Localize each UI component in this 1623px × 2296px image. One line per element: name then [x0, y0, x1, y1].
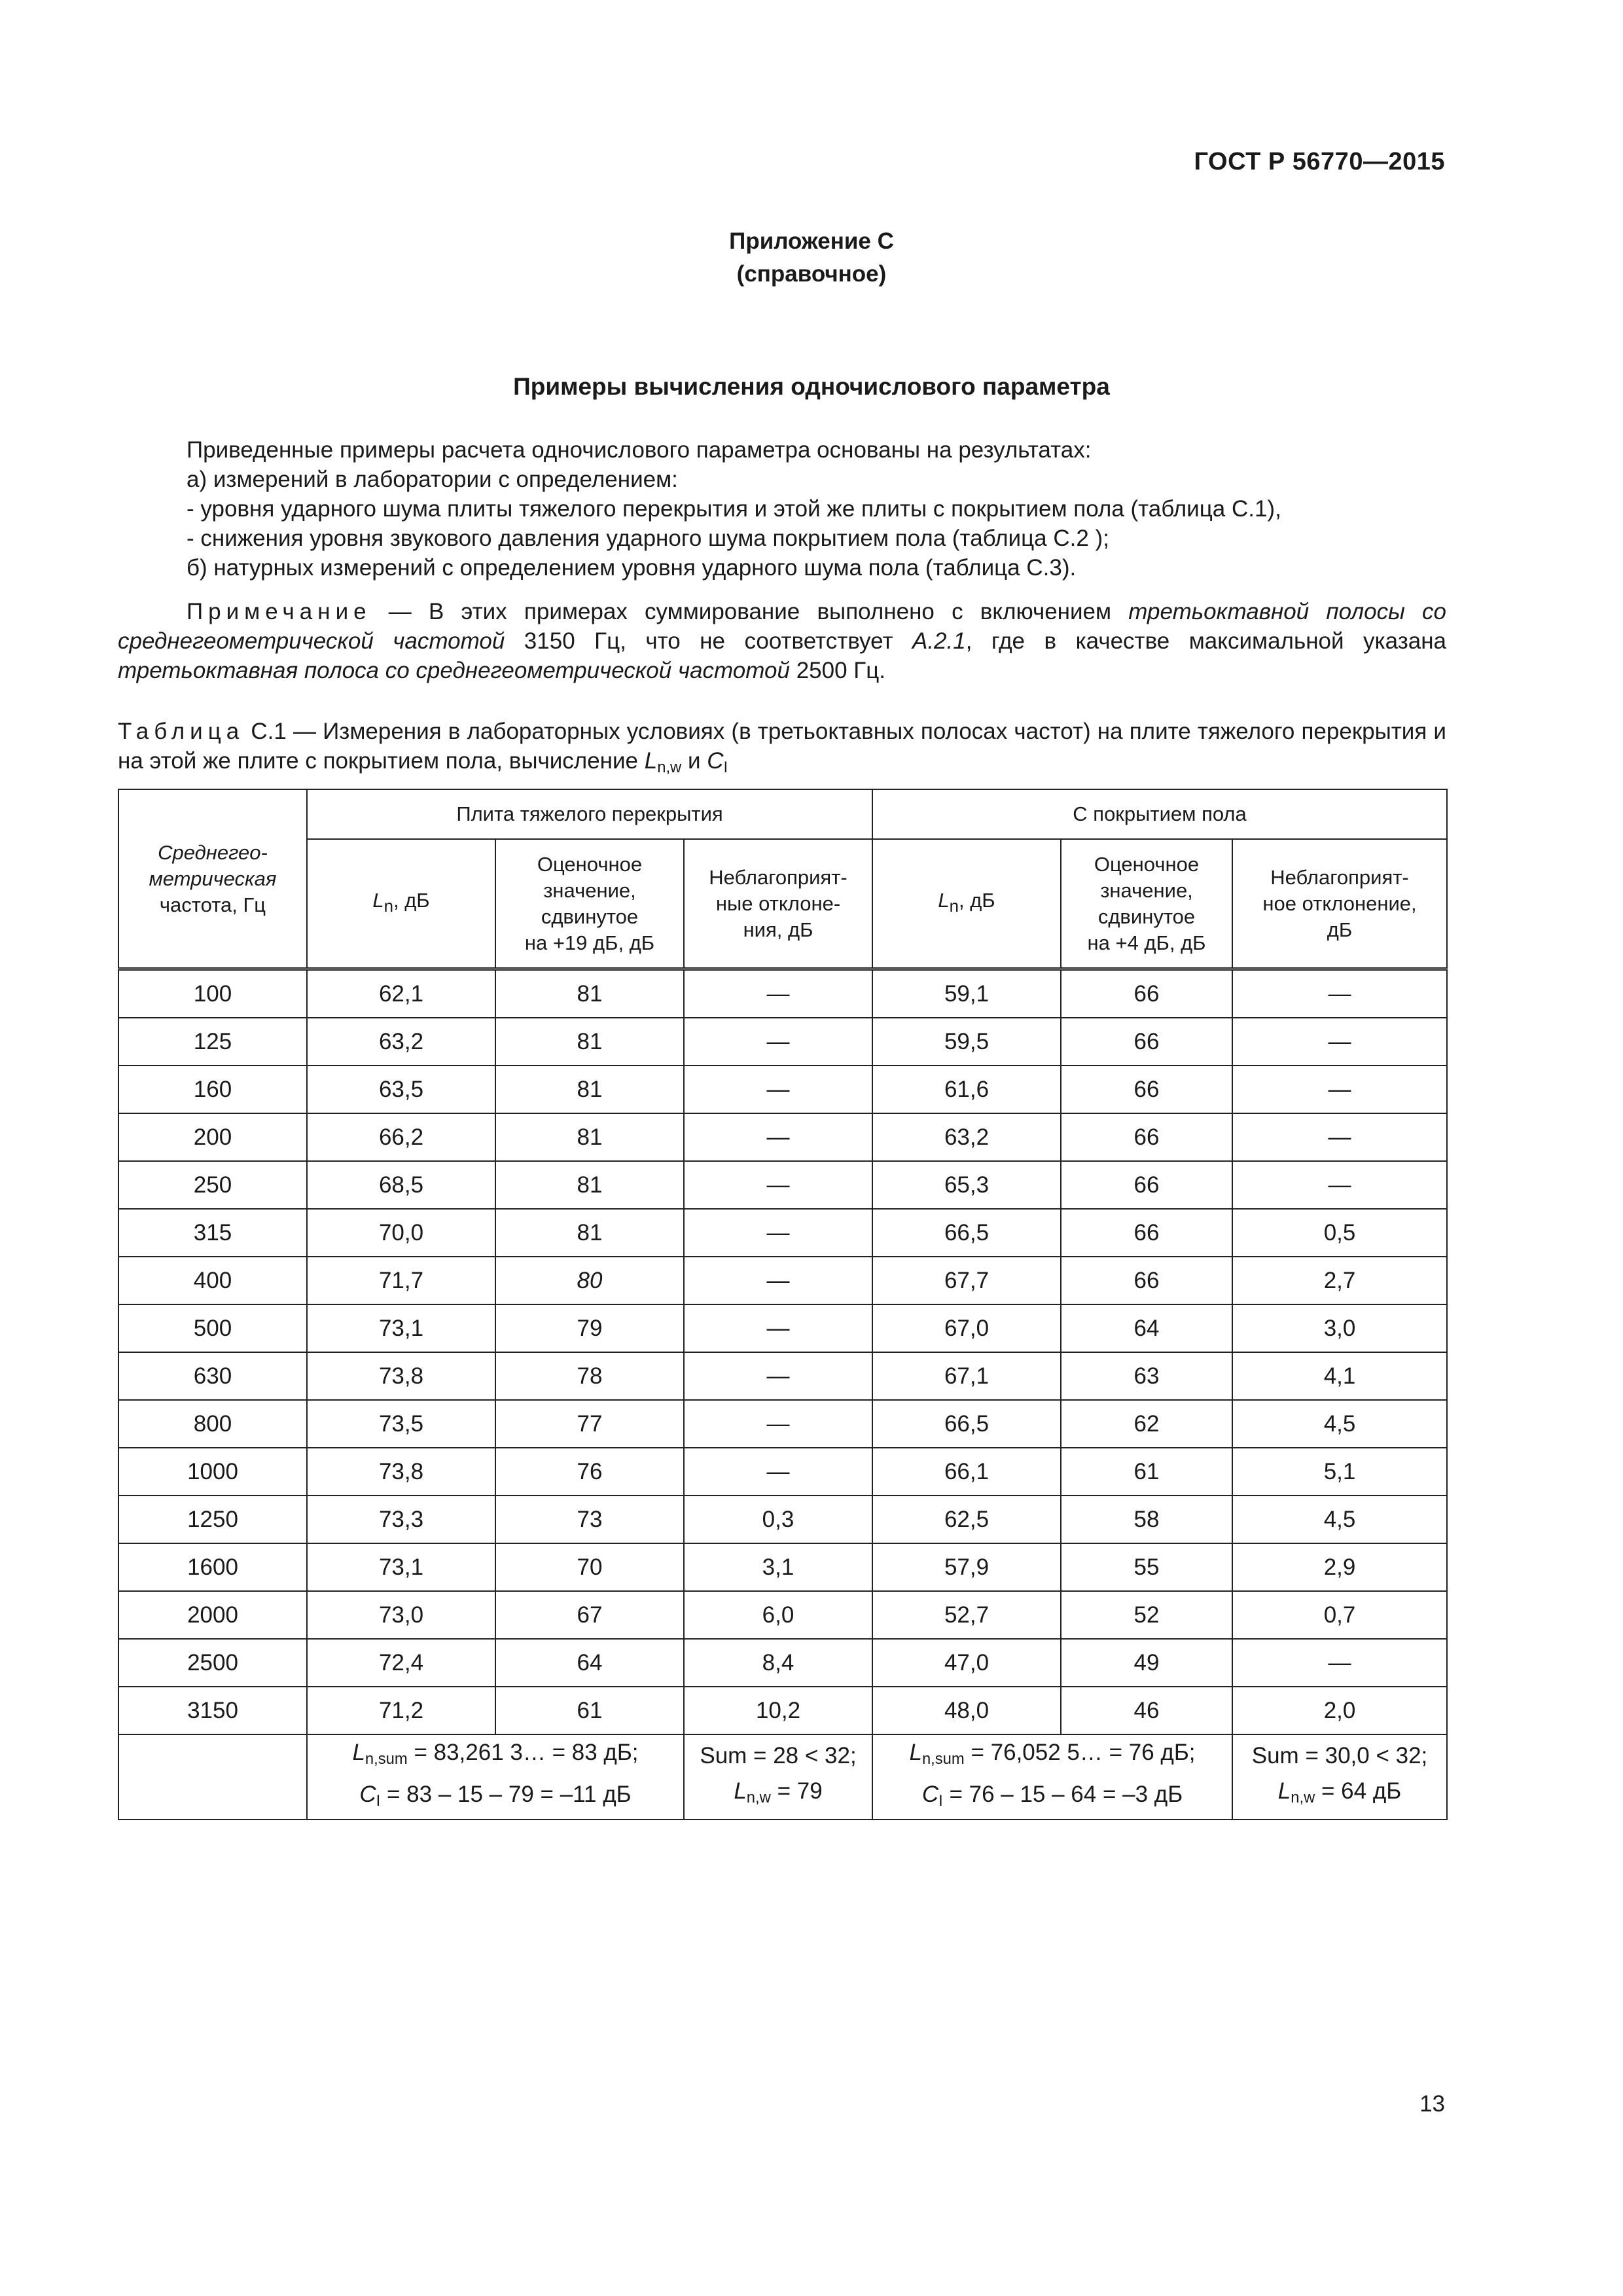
header-line: Оценочное: [1094, 852, 1200, 876]
summary-covering-deviation: [1232, 1734, 1447, 1820]
document-code: ГОСТ Р 56770—2015: [1194, 148, 1445, 175]
table-row: [118, 1113, 1447, 1161]
header-line: на +4 дБ, дБ: [1087, 931, 1206, 954]
cell-frequency: 2000: [118, 1591, 307, 1639]
header-line: сдвинутое: [541, 905, 639, 928]
cell-ln-slab: 63,5: [307, 1066, 495, 1113]
table-row: [118, 1209, 1447, 1257]
intro-item: б) натурных измерений с определением уровня ударного шума пола (таблица С.3).: [187, 555, 1077, 581]
header-line: ные отклоне-: [715, 891, 841, 915]
cell-ln-slab: 73,3: [307, 1496, 495, 1543]
intro-item: - снижения уровня звукового давления ударного шума покрытием пола (таблица С.2 );: [187, 526, 1109, 551]
header-line: дБ: [1327, 918, 1353, 941]
cell-deviation-covering: 0,7: [1232, 1591, 1447, 1639]
table-row: [118, 969, 1447, 1018]
cell-shifted-slab: 70: [495, 1543, 684, 1591]
table-row: [118, 1591, 1447, 1639]
cell-frequency: 1600: [118, 1543, 307, 1591]
cell-shifted-slab: 77: [495, 1400, 684, 1448]
summary-slab-deviation: [684, 1734, 872, 1820]
table-row: [118, 1400, 1447, 1448]
sum-symbol: L: [909, 1740, 922, 1765]
cell-shifted-covering: 55: [1061, 1543, 1232, 1591]
header-frequency-line: частота, Гц: [159, 893, 266, 916]
header-line: Неблагоприят-: [1270, 865, 1409, 889]
cell-shifted-slab: 67: [495, 1591, 684, 1639]
cell-deviation-covering: 4,1: [1232, 1352, 1447, 1400]
cell-frequency: 500: [118, 1304, 307, 1352]
header-shifted-covering: [1061, 839, 1232, 969]
header-line: на +19 дБ, дБ: [524, 931, 655, 954]
cell-frequency: 400: [118, 1257, 307, 1304]
note-reference: А.2.1: [912, 628, 966, 654]
cell-deviation-slab: 6,0: [684, 1591, 872, 1639]
caption-symbol: L: [644, 748, 658, 774]
cell-shifted-covering: 58: [1061, 1496, 1232, 1543]
cell-ln-covering: 52,7: [872, 1591, 1061, 1639]
cell-deviation-covering: —: [1232, 1018, 1447, 1066]
cell-deviation-covering: —: [1232, 1066, 1447, 1113]
sum-subscript: I: [938, 1791, 943, 1810]
cell-shifted-slab: 81: [495, 1113, 684, 1161]
summary-covering-totals: [872, 1734, 1232, 1820]
caption-subscript: n,w: [657, 758, 682, 776]
sum-symbol: L: [734, 1778, 747, 1804]
cell-deviation-covering: 5,1: [1232, 1448, 1447, 1496]
cell-deviation-slab: 0,3: [684, 1496, 872, 1543]
cell-shifted-slab: 78: [495, 1352, 684, 1400]
cell-ln-covering: 67,1: [872, 1352, 1061, 1400]
cell-deviation-covering: 2,9: [1232, 1543, 1447, 1591]
header-ln-covering: [872, 839, 1061, 969]
cell-shifted-slab: 81: [495, 1161, 684, 1209]
cell-deviation-slab: —: [684, 1257, 872, 1304]
summary-empty-cell: [118, 1734, 307, 1820]
cell-ln-covering: 63,2: [872, 1113, 1061, 1161]
summary-line: [308, 1777, 683, 1819]
sum-subscript: n,sum: [365, 1749, 408, 1768]
cell-shifted-covering: 49: [1061, 1639, 1232, 1687]
cell-shifted-slab: 76: [495, 1448, 684, 1496]
summary-line: [1233, 1774, 1446, 1816]
cell-ln-slab: 71,2: [307, 1687, 495, 1734]
note-label: Примечание: [187, 599, 372, 624]
table-row: [118, 1161, 1447, 1209]
cell-shifted-covering: 66: [1061, 1066, 1232, 1113]
cell-frequency: 200: [118, 1113, 307, 1161]
header-line: значение,: [543, 878, 636, 902]
cell-shifted-covering: 46: [1061, 1687, 1232, 1734]
cell-shifted-slab: 80: [495, 1257, 684, 1304]
cell-frequency: 125: [118, 1018, 307, 1066]
cell-frequency: 250: [118, 1161, 307, 1209]
sum-symbol: L: [352, 1740, 365, 1765]
header-line: ное отклонение,: [1262, 891, 1417, 915]
cell-shifted-slab: 61: [495, 1687, 684, 1734]
sum-subscript: n,w: [746, 1788, 771, 1806]
cell-ln-covering: 59,5: [872, 1018, 1061, 1066]
cell-ln-slab: 73,1: [307, 1543, 495, 1591]
sum-value: = 83,261 3… = 83 дБ;: [407, 1740, 639, 1765]
cell-shifted-covering: 66: [1061, 1257, 1232, 1304]
caption-conjunction: и: [681, 748, 707, 774]
cell-ln-covering: 65,3: [872, 1161, 1061, 1209]
summary-line: [308, 1735, 683, 1777]
cell-shifted-covering: 66: [1061, 1161, 1232, 1209]
measurements-table: [118, 789, 1448, 1820]
cell-deviation-slab: —: [684, 1018, 872, 1066]
summary-line: Sum = 28 < 32;: [700, 1742, 857, 1768]
cell-frequency: 315: [118, 1209, 307, 1257]
caption-subscript: I: [723, 758, 728, 776]
page-number: 13: [1419, 2091, 1445, 2117]
header-line: Неблагоприят-: [709, 865, 847, 889]
sum-value: = 76,052 5… = 76 дБ;: [964, 1740, 1196, 1765]
cell-frequency: 160: [118, 1066, 307, 1113]
ln-symbol: L: [372, 888, 384, 912]
table-row: [118, 1352, 1447, 1400]
ln-subscript: n: [949, 897, 959, 916]
cell-deviation-slab: —: [684, 1400, 872, 1448]
table-caption: [118, 717, 1446, 782]
header-line: ния, дБ: [743, 918, 813, 941]
cell-ln-slab: 73,0: [307, 1591, 495, 1639]
cell-ln-covering: 47,0: [872, 1639, 1061, 1687]
cell-frequency: 100: [118, 969, 307, 1018]
cell-ln-covering: 66,5: [872, 1209, 1061, 1257]
header-deviation-slab: [684, 839, 872, 969]
table-row: [118, 1639, 1447, 1687]
cell-deviation-slab: —: [684, 1161, 872, 1209]
sum-value: = 64 дБ: [1315, 1778, 1402, 1804]
cell-ln-slab: 73,8: [307, 1448, 495, 1496]
cell-deviation-covering: —: [1232, 1161, 1447, 1209]
cell-ln-slab: 71,7: [307, 1257, 495, 1304]
cell-shifted-slab: 81: [495, 1066, 684, 1113]
cell-deviation-covering: —: [1232, 1113, 1447, 1161]
cell-frequency: 3150: [118, 1687, 307, 1734]
cell-deviation-slab: —: [684, 1448, 872, 1496]
summary-line: [685, 1774, 872, 1816]
sum-symbol: C: [921, 1781, 939, 1807]
note-text: , где в качестве максимальной указана: [965, 628, 1447, 654]
table-row: [118, 1543, 1447, 1591]
cell-shifted-slab: 81: [495, 1018, 684, 1066]
cell-ln-slab: 73,1: [307, 1304, 495, 1352]
header-frequency-line: Среднегео-: [158, 840, 268, 864]
table-row: [118, 1687, 1447, 1734]
intro-item: - уровня ударного шума плиты тяжелого перекрытия и этой же плиты с покрытием пола (таблица С.1),: [187, 496, 1281, 522]
sum-value: = 79: [770, 1778, 823, 1804]
cell-frequency: 630: [118, 1352, 307, 1400]
sum-symbol: L: [1277, 1778, 1291, 1804]
cell-ln-slab: 66,2: [307, 1113, 495, 1161]
cell-frequency: 1250: [118, 1496, 307, 1543]
intro-paragraph: [118, 435, 1446, 583]
table-row: [118, 1304, 1447, 1352]
cell-deviation-covering: 4,5: [1232, 1400, 1447, 1448]
summary-slab-totals: [307, 1734, 684, 1820]
cell-ln-covering: 62,5: [872, 1496, 1061, 1543]
note-paragraph: [118, 597, 1446, 685]
summary-line: [873, 1735, 1232, 1777]
cell-frequency: 1000: [118, 1448, 307, 1496]
ln-unit: , дБ: [958, 888, 995, 912]
cell-deviation-covering: —: [1232, 969, 1447, 1018]
cell-shifted-covering: 66: [1061, 969, 1232, 1018]
cell-deviation-slab: —: [684, 1209, 872, 1257]
cell-deviation-covering: 2,7: [1232, 1257, 1447, 1304]
cell-deviation-slab: —: [684, 1113, 872, 1161]
cell-deviation-slab: 10,2: [684, 1687, 872, 1734]
header-group-slab: Плита тяжелого перекрытия: [307, 789, 872, 839]
header-line: Оценочное: [537, 852, 643, 876]
caption-label: Таблица: [118, 719, 245, 744]
ln-symbol: L: [938, 888, 950, 912]
cell-shifted-slab: 73: [495, 1496, 684, 1543]
cell-frequency: 800: [118, 1400, 307, 1448]
header-shifted-slab: [495, 839, 684, 969]
table-row: [118, 1448, 1447, 1496]
cell-shifted-slab: 79: [495, 1304, 684, 1352]
caption-text: С.1 — Измерения в лабораторных условиях (в третьоктавных полосах частот) на плите тяжелого перекрытия и на этой же плите с покрытием пола, вычисление: [118, 719, 1446, 774]
cell-shifted-covering: 62: [1061, 1400, 1232, 1448]
cell-deviation-slab: —: [684, 1304, 872, 1352]
table-row: [118, 1018, 1447, 1066]
header-line: сдвинутое: [1097, 905, 1196, 928]
summary-line: Sum = 30,0 < 32;: [1251, 1742, 1428, 1768]
cell-frequency: 2500: [118, 1639, 307, 1687]
cell-shifted-covering: 52: [1061, 1591, 1232, 1639]
cell-ln-slab: 70,0: [307, 1209, 495, 1257]
note-italic: третьоктавной полосы со среднегеометрической частотой: [118, 599, 1446, 654]
sum-value: = 83 – 15 – 79 = –11 дБ: [380, 1781, 632, 1807]
cell-ln-slab: 63,2: [307, 1018, 495, 1066]
header-group-covering: С покрытием пола: [872, 789, 1447, 839]
cell-ln-slab: 73,8: [307, 1352, 495, 1400]
cell-deviation-covering: 2,0: [1232, 1687, 1447, 1734]
summary-row: [118, 1734, 1447, 1820]
cell-shifted-covering: 64: [1061, 1304, 1232, 1352]
cell-shifted-slab: 64: [495, 1639, 684, 1687]
appendix-heading: [0, 225, 1623, 291]
cell-ln-covering: 66,1: [872, 1448, 1061, 1496]
cell-shifted-covering: 63: [1061, 1352, 1232, 1400]
cell-ln-covering: 61,6: [872, 1066, 1061, 1113]
cell-shifted-covering: 61: [1061, 1448, 1232, 1496]
cell-deviation-slab: —: [684, 1066, 872, 1113]
note-text: 3150 Гц, что не соответствует: [505, 628, 912, 654]
cell-ln-slab: 62,1: [307, 969, 495, 1018]
table-row: [118, 1257, 1447, 1304]
header-line: значение,: [1100, 878, 1193, 902]
cell-deviation-covering: 4,5: [1232, 1496, 1447, 1543]
caption-symbol: C: [707, 748, 724, 774]
cell-deviation-covering: —: [1232, 1639, 1447, 1687]
header-frequency: [118, 789, 307, 969]
header-ln-slab: [307, 839, 495, 969]
header-deviation-covering: [1232, 839, 1447, 969]
sum-symbol: C: [359, 1781, 376, 1807]
cell-ln-covering: 66,5: [872, 1400, 1061, 1448]
cell-shifted-slab: 81: [495, 1209, 684, 1257]
cell-shifted-slab: 81: [495, 969, 684, 1018]
summary-line: [873, 1777, 1232, 1819]
note-text: — В этих примерах суммирование выполнено с включением: [371, 599, 1129, 624]
sum-subscript: n,sum: [921, 1749, 965, 1768]
sum-value: = 76 – 15 – 64 = –3 дБ: [942, 1781, 1183, 1807]
note-text: 2500 Гц.: [789, 658, 886, 683]
cell-shifted-covering: 66: [1061, 1113, 1232, 1161]
cell-deviation-covering: 0,5: [1232, 1209, 1447, 1257]
section-title: Примеры вычисления одночислового параметра: [513, 373, 1110, 400]
cell-shifted-covering: 66: [1061, 1018, 1232, 1066]
ln-subscript: n: [383, 897, 393, 916]
intro-item: а) измерений в лаборатории с определением:: [187, 467, 678, 492]
cell-deviation-slab: 3,1: [684, 1543, 872, 1591]
ln-unit: , дБ: [393, 888, 430, 912]
cell-ln-covering: 59,1: [872, 969, 1061, 1018]
appendix-type: (справочное): [736, 261, 887, 287]
cell-ln-covering: 57,9: [872, 1543, 1061, 1591]
intro-lead: Приведенные примеры расчета одночислового параметра основаны на результатах:: [187, 437, 1092, 463]
header-frequency-line: метрическая: [149, 867, 277, 890]
cell-ln-slab: 68,5: [307, 1161, 495, 1209]
cell-ln-slab: 73,5: [307, 1400, 495, 1448]
cell-ln-covering: 67,7: [872, 1257, 1061, 1304]
cell-ln-slab: 72,4: [307, 1639, 495, 1687]
table-row: [118, 1066, 1447, 1113]
cell-deviation-covering: 3,0: [1232, 1304, 1447, 1352]
sum-subscript: I: [376, 1791, 381, 1810]
sum-subscript: n,w: [1291, 1788, 1315, 1806]
cell-deviation-slab: —: [684, 969, 872, 1018]
cell-ln-covering: 48,0: [872, 1687, 1061, 1734]
cell-deviation-slab: 8,4: [684, 1639, 872, 1687]
appendix-label: Приложение С: [729, 228, 894, 254]
note-italic: третьоктавная полоса со среднегеометрической частотой: [118, 658, 790, 683]
cell-ln-covering: 67,0: [872, 1304, 1061, 1352]
cell-deviation-slab: —: [684, 1352, 872, 1400]
cell-shifted-covering: 66: [1061, 1209, 1232, 1257]
table-row: [118, 1496, 1447, 1543]
